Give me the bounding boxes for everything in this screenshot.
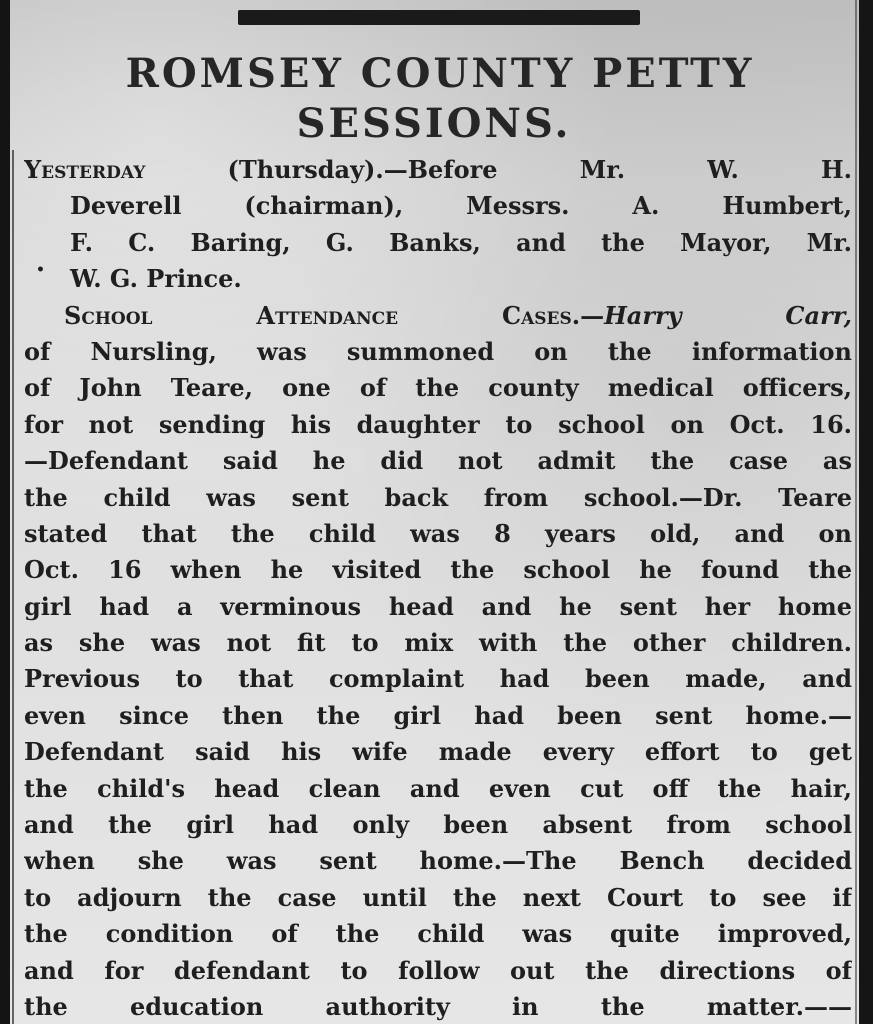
article-line: even since then the girl had been sent home.— xyxy=(24,700,852,730)
top-decorative-rule xyxy=(238,10,640,25)
article-line: the child was sent back from school.—Dr. Teare xyxy=(24,482,852,512)
article-line: Deverell (chairman), Messrs. A. Humbert, xyxy=(70,191,852,221)
article-body xyxy=(24,152,852,1024)
article-line: the condition of the child was quite improved, xyxy=(24,919,852,949)
left-column-rule xyxy=(12,150,14,1024)
article-line: and for defendant to follow out the directions of xyxy=(24,955,852,985)
article-line: Previous to that complaint had been made, and xyxy=(24,664,852,694)
article-line: —Defendant said he did not admit the case as xyxy=(24,446,852,476)
article-line: the education authority in the matter.—— xyxy=(24,991,852,1021)
article-line: W. G. Prince. xyxy=(70,264,242,294)
article-line: F. C. Baring, G. Banks, and the Mayor, Mr. xyxy=(70,227,852,257)
article-line: Yesterday (Thursday).—Before Mr. W. H. xyxy=(24,155,852,184)
article-line: Oct. 16 when he visited the school he found the xyxy=(24,555,852,585)
ink-spot-bullet: • xyxy=(36,262,45,278)
article-line: the child's head clean and even cut off the hair, xyxy=(24,773,852,803)
right-column-rule xyxy=(855,0,857,1024)
article-line: when she was sent home.—The Bench decided xyxy=(24,846,852,876)
article-line: stated that the child was 8 years old, and on xyxy=(24,518,852,548)
article-line: and the girl had only been absent from school xyxy=(24,810,852,840)
article-line: Defendant said his wife made every effort to get xyxy=(24,737,852,767)
article-line: School Attendance Cases.—Harry Carr, xyxy=(64,300,852,330)
article-line: to adjourn the case until the next Court to see if xyxy=(24,882,852,912)
article-line: girl had a verminous head and he sent her home xyxy=(24,591,852,621)
left-column-border xyxy=(0,0,10,1024)
headline-line-1: ROMSEY COUNTY PETTY xyxy=(125,50,755,97)
article-line: of Nursling, was summoned on the information xyxy=(24,336,852,366)
headline-line-2: SESSIONS. xyxy=(296,100,572,147)
top-rule-tick xyxy=(560,10,566,20)
article-line: as she was not fit to mix with the other children. xyxy=(24,628,852,658)
article-line: for not sending his daughter to school on Oct. 16. xyxy=(24,409,852,439)
right-column-border xyxy=(859,0,873,1024)
article-line: of John Teare, one of the county medical officers, xyxy=(24,373,852,403)
